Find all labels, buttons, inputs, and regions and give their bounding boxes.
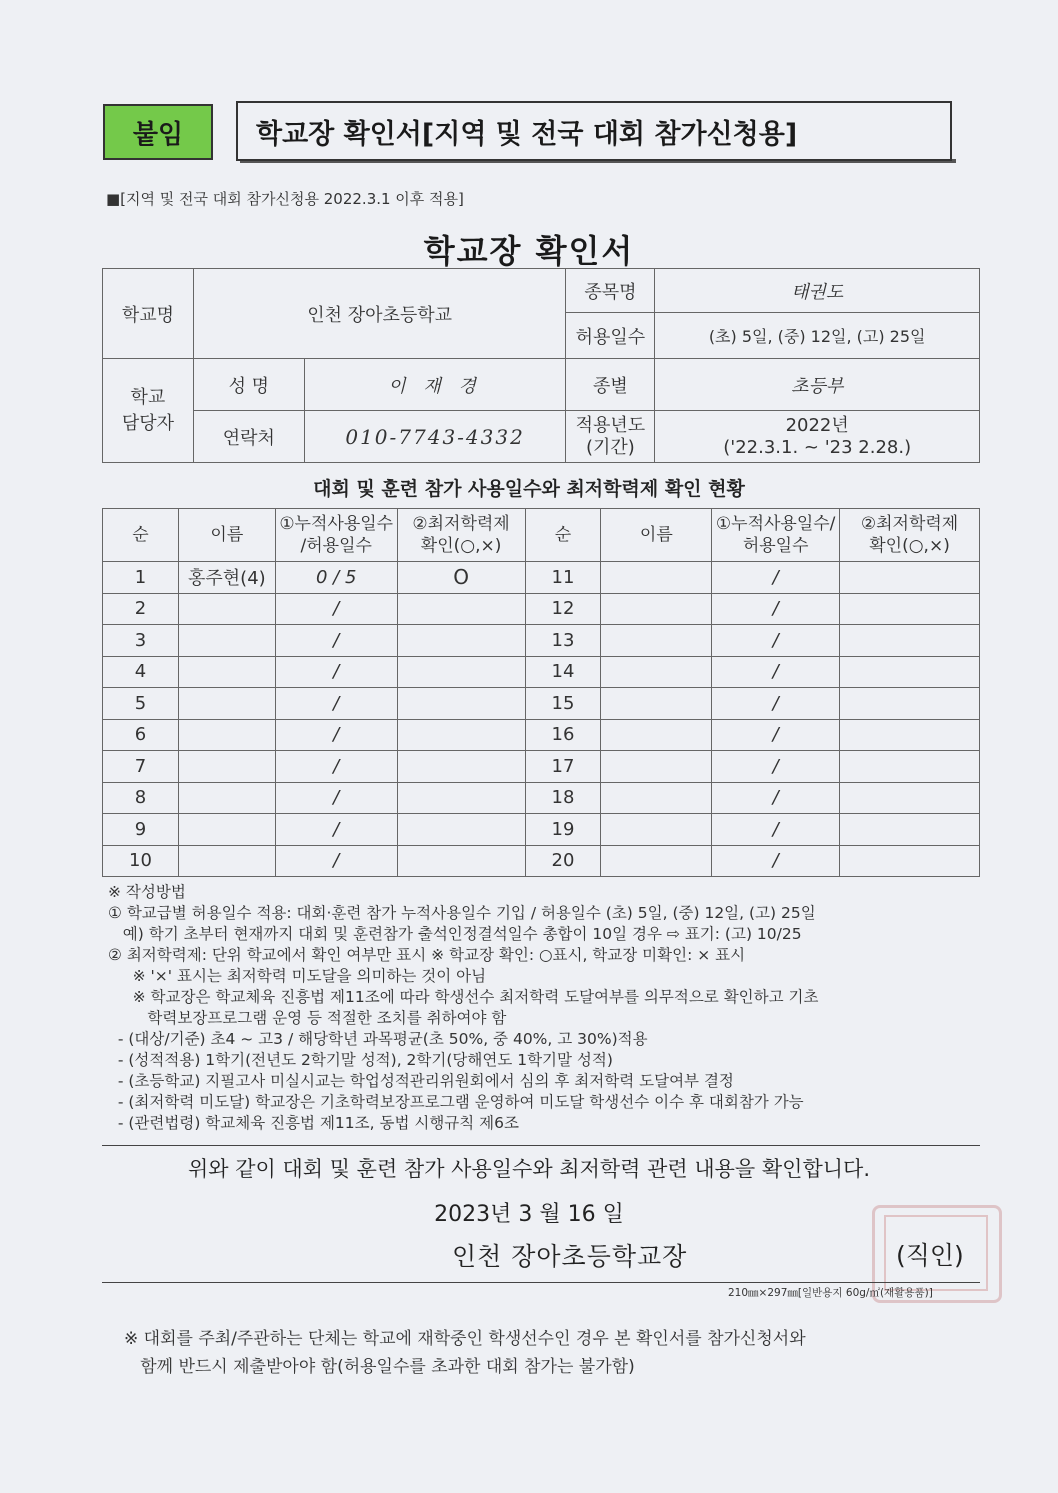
year-value: 2022년 (785, 414, 849, 436)
row-days: / (275, 656, 397, 688)
row-check-right (840, 625, 980, 657)
instruction-line: 예) 학기 초부터 현재까지 대회 및 훈련참가 출석인정결석일수 총합이 10일 경우 ⇨ 표기: (고) 10/25 (108, 925, 802, 943)
row-days: / (275, 625, 397, 657)
status-table (102, 508, 980, 877)
row-no: 3 (103, 625, 179, 657)
table-row (103, 656, 980, 688)
divider-bottom (102, 1282, 980, 1283)
row-no: 7 (103, 751, 179, 783)
instruction-line: ① 학교급별 허용일수 적용: 대회·훈련 참가 누적사용일수 기입 / 허용일수 (초) 5일, (중) 12일, (고) 25일 (108, 904, 816, 922)
row-no: 9 (103, 814, 179, 846)
row-name-right (601, 562, 712, 594)
row-name-right (601, 782, 712, 814)
row-days: / (275, 719, 397, 751)
row-days-right: / (712, 688, 840, 720)
table-row (103, 845, 980, 877)
row-days: / (275, 814, 397, 846)
row-no-right: 17 (525, 751, 601, 783)
school-value: 인천 장아초등학교 (193, 269, 566, 359)
row-name (178, 782, 275, 814)
row-check-right (840, 814, 980, 846)
col-name-right: 이름 (601, 509, 712, 562)
footer-line: ※ 대회를 주최/주관하는 단체는 학교에 재학중인 학생선수인 경우 본 확인서를 참가신청서와 (124, 1329, 806, 1349)
applicability-note: ■[지역 및 전국 대회 참가신청용 2022.3.1 이후 적용] (106, 190, 464, 208)
row-no: 1 (103, 562, 179, 594)
document-title: 학교장 확인서 (423, 232, 635, 270)
row-no-right: 16 (525, 719, 601, 751)
contact-value: 010-7743-4332 (304, 411, 566, 463)
row-check-right (840, 688, 980, 720)
paper-spec: 210㎜×297㎜[일반용지 60g/㎡(재활용품)] (728, 1287, 933, 1299)
col-no: 순 (103, 509, 179, 562)
row-days-right: / (712, 625, 840, 657)
instruction-line: - (대상/기준) 초4 ~ 고3 / 해당학년 과목평균(초 50%, 중 40%, 고 30%)적용 (108, 1030, 648, 1048)
table-row (103, 593, 980, 625)
table-row (103, 562, 980, 594)
year-label: 적용년도 (기간) (566, 411, 655, 463)
col-days: ①누적사용일수 /허용일수 (275, 509, 397, 562)
table-row (103, 814, 980, 846)
confirmation-text: 위와 같이 대회 및 훈련 참가 사용일수와 최저학력 관련 내용을 확인합니다. (187, 1157, 870, 1181)
row-name (178, 719, 275, 751)
table-row (103, 688, 980, 720)
row-check (397, 719, 525, 751)
row-days: / (275, 688, 397, 720)
row-no-right: 18 (525, 782, 601, 814)
row-no-right: 13 (525, 625, 601, 657)
event-label: 종목명 (566, 269, 655, 313)
instruction-line: - (초등학교) 지필고사 미실시교는 학업성적관리위원회에서 심의 후 최저학력 도달여부 결정 (108, 1072, 734, 1090)
name-value: 이 재 경 (304, 359, 566, 411)
row-name-right (601, 845, 712, 877)
row-days: / (275, 593, 397, 625)
row-name (178, 656, 275, 688)
row-days: / (275, 782, 397, 814)
row-no: 6 (103, 719, 179, 751)
row-no-right: 19 (525, 814, 601, 846)
row-no: 4 (103, 656, 179, 688)
row-no: 2 (103, 593, 179, 625)
year-period: ('22.3.1. ~ '23 2.28.) (723, 436, 912, 458)
issue-date: 2023년 3 월 16 일 (434, 1202, 624, 1227)
table-row (103, 719, 980, 751)
row-check (397, 625, 525, 657)
row-days: / (275, 751, 397, 783)
division-value: 초등부 (655, 359, 980, 411)
row-check (397, 814, 525, 846)
row-no: 5 (103, 688, 179, 720)
col-name: 이름 (178, 509, 275, 562)
col-check-right: ②최저학력제 확인(○,×) (840, 509, 980, 562)
instruction-line: ※ '×' 표시는 최저학력 미도달을 의미하는 것이 아님 (108, 967, 487, 985)
footer-note (124, 1325, 1004, 1381)
table-row (103, 751, 980, 783)
row-no: 10 (103, 845, 179, 877)
row-check (397, 593, 525, 625)
row-no-right: 11 (525, 562, 601, 594)
school-label: 학교명 (103, 269, 194, 359)
row-days-right: / (712, 814, 840, 846)
year-cell (655, 411, 980, 463)
row-name (178, 593, 275, 625)
row-name (178, 814, 275, 846)
col-check: ②최저학력제 확인(○,×) (397, 509, 525, 562)
attachment-badge: 붙임 (103, 104, 213, 160)
row-name (178, 845, 275, 877)
row-check (397, 751, 525, 783)
row-check (397, 688, 525, 720)
col-days-right: ①누적사용일수/ 허용일수 (712, 509, 840, 562)
row-check: O (397, 562, 525, 594)
row-days: 0 / 5 (275, 562, 397, 594)
row-check-right (840, 751, 980, 783)
row-check-right (840, 593, 980, 625)
row-name-right (601, 625, 712, 657)
col-no-right: 순 (525, 509, 601, 562)
contact-label: 연락처 (193, 411, 304, 463)
header-title: 학교장 확인서[지역 및 전국 대회 참가신청용] (236, 101, 952, 161)
instruction-line: - (성적적용) 1학기(전년도 2학기말 성적), 2학기(당해연도 1학기말 성적) (108, 1051, 613, 1069)
row-days: / (275, 845, 397, 877)
manager-label: 학교 담당자 (103, 359, 194, 463)
row-days-right: / (712, 845, 840, 877)
row-check (397, 782, 525, 814)
row-days-right: / (712, 562, 840, 594)
row-check (397, 656, 525, 688)
instruction-line: ※ 작성방법 (108, 883, 186, 901)
row-check-right (840, 656, 980, 688)
table-row (103, 625, 980, 657)
table-row (103, 782, 980, 814)
divider-top (102, 1145, 980, 1146)
row-check-right (840, 562, 980, 594)
event-value: 태권도 (655, 269, 980, 313)
footer-line: 함께 반드시 제출받아야 함(허용일수를 초과한 대회 참가는 불가함) (124, 1357, 635, 1377)
row-name-right (601, 751, 712, 783)
row-no-right: 14 (525, 656, 601, 688)
info-table (102, 268, 980, 463)
row-name: 홍주현(4) (178, 562, 275, 594)
division-label: 종별 (566, 359, 655, 411)
row-check (397, 845, 525, 877)
row-check-right (840, 782, 980, 814)
row-days-right: / (712, 719, 840, 751)
principal-name: 인천 장아초등학교장 (452, 1242, 688, 1271)
row-check-right (840, 845, 980, 877)
row-no-right: 12 (525, 593, 601, 625)
row-name-right (601, 593, 712, 625)
row-name-right (601, 814, 712, 846)
instruction-line: 학력보장프로그램 운영 등 적절한 조치를 취하여야 함 (108, 1009, 507, 1027)
row-days-right: / (712, 593, 840, 625)
seal-label: (직인) (896, 1241, 964, 1270)
instruction-line: ※ 학교장은 학교체육 진흥법 제11조에 따라 학생선수 최저학력 도달여부를 의무적으로 확인하고 기초 (108, 988, 819, 1006)
row-name (178, 688, 275, 720)
status-title: 대회 및 훈련 참가 사용일수와 최저학력제 확인 현황 (313, 478, 745, 500)
allowed-days-label: 허용일수 (566, 313, 655, 359)
row-days-right: / (712, 656, 840, 688)
status-rows (103, 562, 980, 877)
row-name (178, 751, 275, 783)
instruction-line: ② 최저학력제: 단위 학교에서 확인 여부만 표시 ※ 학교장 확인: ○표시, 학교장 미확인: × 표시 (108, 946, 746, 964)
row-name-right (601, 719, 712, 751)
row-name-right (601, 688, 712, 720)
row-days-right: / (712, 751, 840, 783)
row-name-right (601, 656, 712, 688)
name-label: 성 명 (193, 359, 304, 411)
instruction-line: - (최저학력 미도달) 학교장은 기초학력보장프로그램 운영하여 미도달 학생선수 이수 후 대회참가 가능 (108, 1093, 804, 1111)
row-no-right: 20 (525, 845, 601, 877)
row-name (178, 625, 275, 657)
instructions (108, 882, 988, 1134)
instruction-line: - (관련법령) 학교체육 진흥법 제11조, 동법 시행규칙 제6조 (108, 1114, 519, 1132)
row-check-right (840, 719, 980, 751)
allowed-days-value: (초) 5일, (중) 12일, (고) 25일 (655, 313, 980, 359)
row-days-right: / (712, 782, 840, 814)
row-no: 8 (103, 782, 179, 814)
row-no-right: 15 (525, 688, 601, 720)
